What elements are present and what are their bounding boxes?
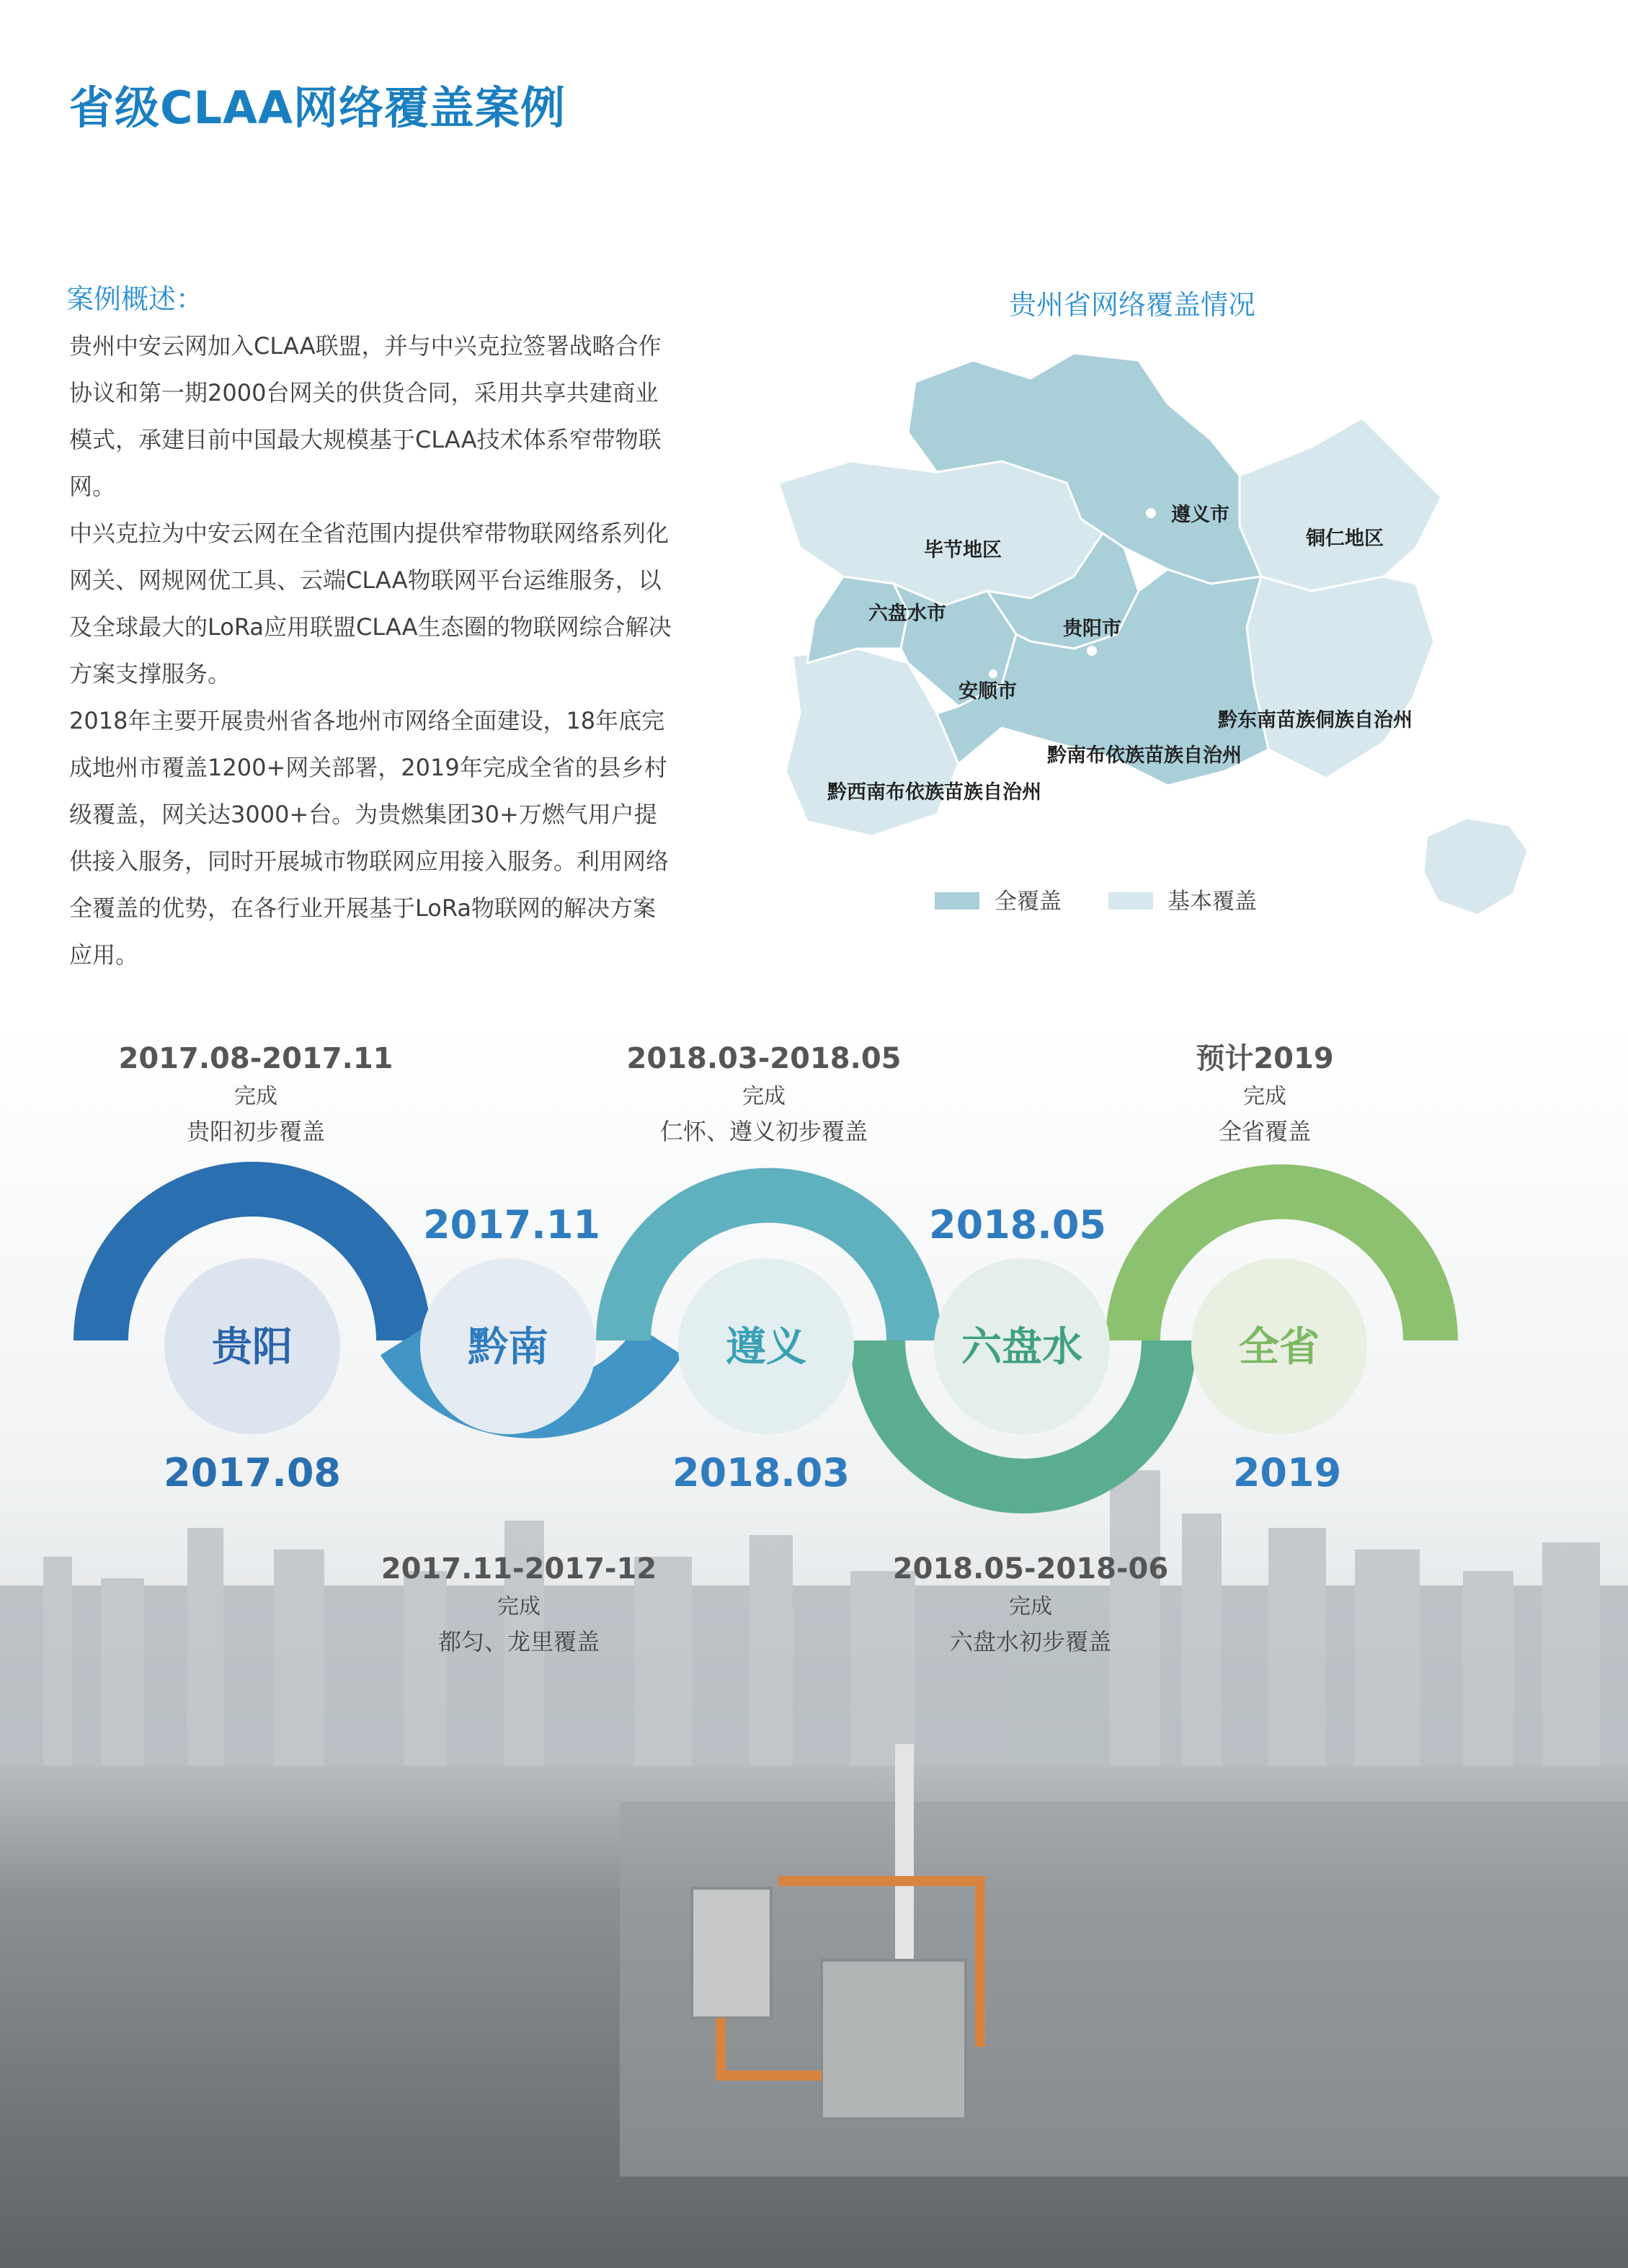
legend-swatch-basic: [1108, 892, 1153, 910]
milestone: [76, 1038, 436, 1149]
milestone-date: 2017.11-2017-12: [381, 1552, 657, 1586]
legend-label-full: 全覆盖: [995, 889, 1062, 915]
milestone: [339, 1548, 699, 1659]
timeline-node-label-liupanshui: 六盘水: [961, 1324, 1082, 1371]
milestone-desc: 贵阳初步覆盖: [186, 1118, 325, 1145]
map-dot-zunyi: [1146, 508, 1156, 518]
map-label-anshun: 安顺市: [958, 680, 1017, 703]
timeline-node-label-zunyi: 遵义: [726, 1324, 806, 1371]
milestone-status: 完成: [234, 1084, 277, 1109]
milestone-status: 完成: [742, 1084, 786, 1109]
map-region-qiandongnan: [1247, 577, 1434, 778]
map-label-qiandongnan: 黔东南苗族侗族自治州: [1218, 709, 1413, 731]
milestone-desc: 仁怀、遵义初步覆盖: [659, 1118, 868, 1145]
legend-swatch-full: [935, 892, 979, 910]
map-label-zunyi: 遵义市: [1171, 504, 1229, 526]
legend-label-basic: 基本覆盖: [1167, 889, 1257, 915]
overview-paragraph: 贵州中安云网加入CLAA联盟，并与中兴克拉签署战略合作协议和第一期2000台网关的供货合同，采用共享共建商业模式，承建目前中国最大规模基于CLAA技术体系窄带物联网。: [69, 332, 662, 500]
milestone: [584, 1038, 944, 1149]
milestone-date: 2018.03-2018.05: [626, 1042, 902, 1075]
map-region-tongren: [1240, 418, 1441, 591]
milestone-date: 2017.08-2017.11: [118, 1042, 393, 1075]
map-dot-anshun: [989, 670, 997, 678]
overview-body: [69, 323, 675, 979]
timeline-year-qiannan: 2017.11: [423, 1202, 600, 1248]
coverage-timeline: [0, 1153, 1628, 1557]
map-label-tongren: 铜仁地区: [1306, 528, 1384, 550]
milestone-desc: 六盘水初步覆盖: [949, 1628, 1111, 1655]
map-region-outlier: [1423, 818, 1528, 915]
timeline-node-label-guiyang: 贵阳: [212, 1324, 293, 1371]
map-label-qiannan: 黔南布依族苗族自治州: [1047, 744, 1242, 767]
milestone-date: 预计2019: [1196, 1042, 1334, 1075]
milestone-desc: 全省覆盖: [1218, 1118, 1311, 1145]
timeline-year-zunyi: 2018.03: [672, 1450, 850, 1495]
timeline-node-label-qiannan: 黔南: [468, 1324, 548, 1371]
map-label-bijie: 毕节地区: [924, 539, 1002, 561]
overview-paragraph: 2018年主要开展贵州省各地州市网络全面建设，18年底完成地州市覆盖1200+网关部署，2019年完成全省的县乡村级覆盖，网关达3000+台。为贵燃集团30+万燃气用户提供接入服务，同时开展城市物联网应用接入服务。利用网络全覆盖的优势，在各行业开展基于LoRa物联网的解决方案应用。: [69, 707, 670, 969]
milestone: [850, 1548, 1211, 1659]
overview-heading: 案例概述：: [66, 283, 204, 315]
milestone-status: 完成: [1009, 1594, 1052, 1619]
map-dot-guiyang: [1087, 646, 1097, 656]
milestone-date: 2018.05-2018-06: [892, 1552, 1169, 1586]
gateway-box: [822, 1960, 966, 2119]
milestone-desc: 都匀、龙里覆盖: [437, 1628, 600, 1655]
map-region-bijie: [778, 461, 1103, 605]
map-label-qianxinan: 黔西南布依族苗族自治州: [827, 781, 1041, 804]
guizhou-coverage-map: [764, 339, 1571, 930]
milestone: [1085, 1038, 1445, 1149]
timeline-year-liupanshui: 2018.05: [929, 1202, 1106, 1248]
control-box: [692, 1888, 771, 2018]
page-title: 省级CLAA网络覆盖案例: [69, 81, 566, 134]
map-label-guiyang: 贵阳市: [1063, 618, 1121, 640]
map-title: 贵州省网络覆盖情况: [1009, 289, 1256, 321]
overview-paragraph: 中兴克拉为中安云网在全省范围内提供窄带物联网络系列化网关、网规网优工具、云端CLAA物联网平台运维服务，以及全球最大的LoRa应用联盟CLAA生态圈的物联网综合解决方案支撑服务。: [69, 520, 672, 688]
map-label-liupanshui: 六盘水市: [868, 602, 946, 625]
milestone-status: 完成: [497, 1594, 541, 1619]
milestone-status: 完成: [1243, 1084, 1286, 1109]
timeline-year-quansheng: 2019: [1232, 1450, 1342, 1495]
timeline-year-guiyang: 2017.08: [164, 1450, 341, 1495]
timeline-node-label-quansheng: 全省: [1239, 1324, 1320, 1371]
